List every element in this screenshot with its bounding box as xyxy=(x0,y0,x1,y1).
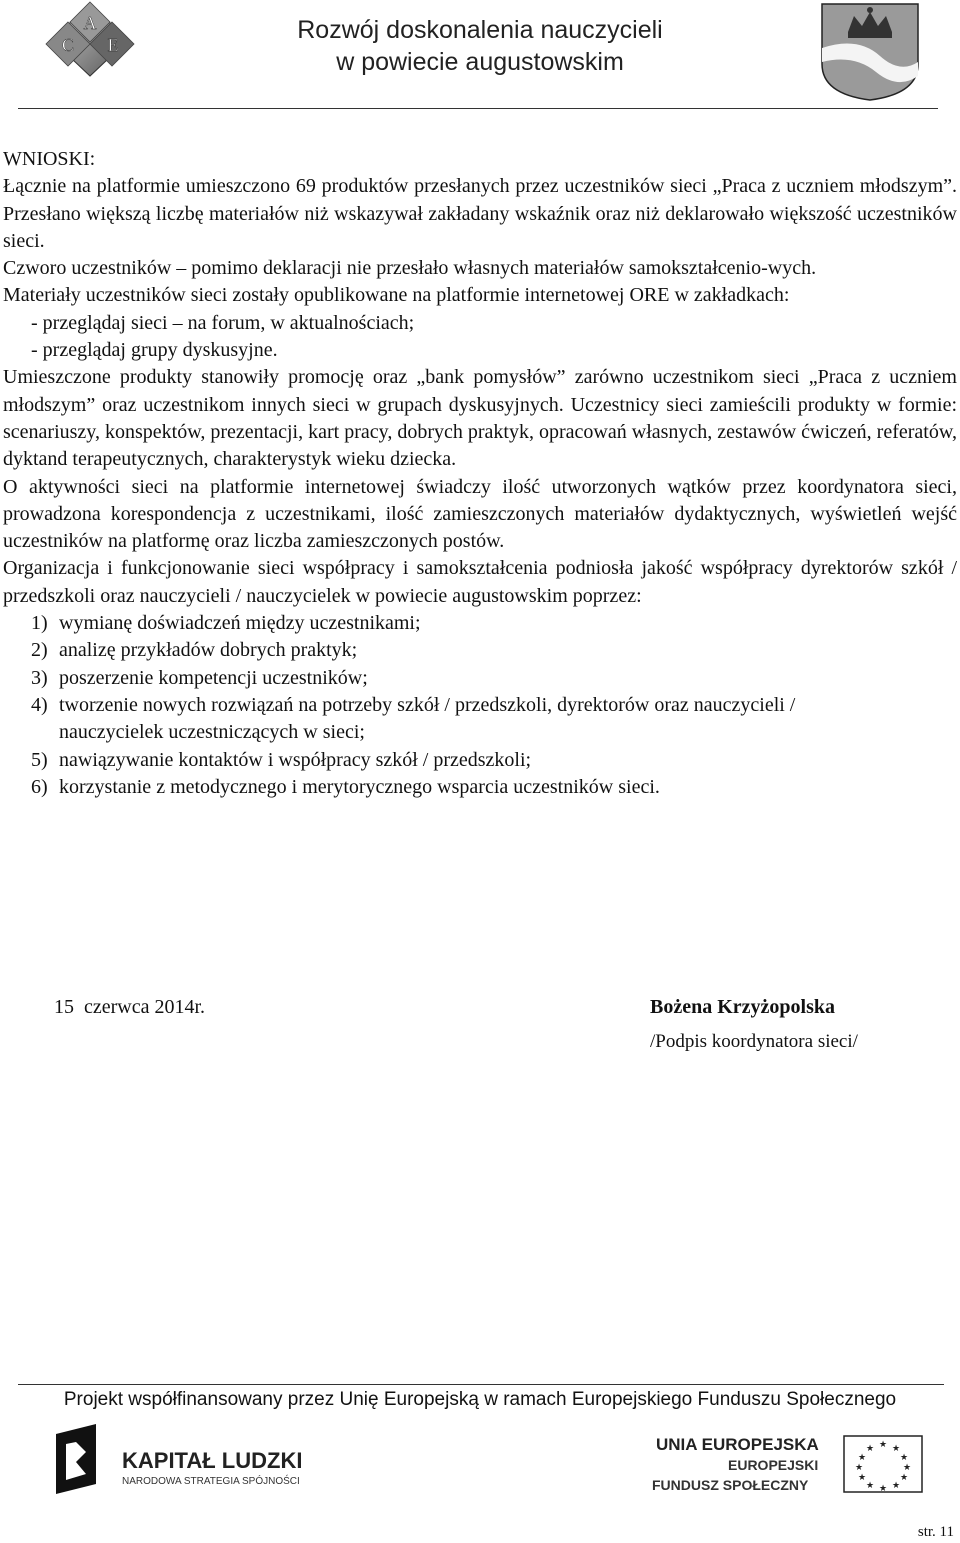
paragraph-promotion: Umieszczone produkty stanowiły promocję oraz „bank pomysłów” zarówno uczestnikom sieci „Praca z uczniem młodszym” oraz uczestnikom innych sieci w grupach dyskusyjnych. Uczestnicy sieci zamieścili produkty w formie: scenariuszy, konspektów, prezentacji, kart pracy, dobrych praktyk, opracowań własnych, zestawów ćwiczeń, referatów, dyktand terapeutycznych, charakterystyk wieku dziecka. xyxy=(3,366,957,471)
ue-logo-line3: FUNDUSZ SPOŁECZNY xyxy=(652,1477,809,1493)
signature-caption: /Podpis koordynatora sieci/ xyxy=(650,1031,858,1052)
signature-name: Bożena Krzyżopolska xyxy=(650,996,835,1018)
svg-text:★: ★ xyxy=(878,1484,888,1494)
ue-logo-line1: UNIA EUROPEJSKA xyxy=(656,1435,819,1454)
bullet-item: - przeglądaj grupy dyskusyjne. xyxy=(31,339,278,362)
kl-logo-subtitle: NARODOWA STRATEGIA SPÓJNOŚCI xyxy=(122,1476,300,1487)
list-number: 2) xyxy=(31,639,48,662)
list-text: tworzenie nowych rozwiązań na potrzeby szkół / przedszkoli, dyrektorów oraz nauczycieli / nauczycielek uczestniczących w sieci; xyxy=(59,693,796,744)
svg-text:★: ★ xyxy=(891,1444,901,1454)
list-text: analizę przykładów dobrych praktyk; xyxy=(59,639,358,662)
list-item xyxy=(3,692,957,747)
list-text: korzystanie z metodycznego i merytorycznego wsparcia uczestników sieci. xyxy=(59,775,660,798)
svg-text:★: ★ xyxy=(857,1473,867,1483)
ue-logo-line2: EUROPEJSKI xyxy=(728,1457,819,1473)
county-crest-icon xyxy=(818,2,922,102)
cae-logo xyxy=(28,0,152,78)
list-number: 4) xyxy=(31,693,48,716)
header-divider xyxy=(18,108,938,109)
logo-letter-c: C xyxy=(61,35,75,55)
svg-text:★: ★ xyxy=(878,1440,888,1450)
page-header-title xyxy=(230,14,730,78)
list-number: 5) xyxy=(31,748,48,771)
footer-divider xyxy=(18,1384,944,1385)
document-body xyxy=(3,146,957,801)
bullet-item: - przeglądaj sieci – na forum, w aktualnościach; xyxy=(31,311,415,334)
signature-date: 15 czerwca 2014r. xyxy=(54,996,206,1018)
list-text: wymianę doświadczeń między uczestnikami; xyxy=(59,612,421,635)
paragraph-participants: Czworo uczestników – pomimo deklaracji nie przesłało własnych materiałów samokształcenio-wych. xyxy=(3,257,817,280)
logo-letter-a: A xyxy=(83,13,97,33)
svg-text:★: ★ xyxy=(854,1463,864,1473)
kapital-ludzki-logo xyxy=(52,1422,312,1498)
paragraph-activity: O aktywności sieci na platformie internetowej świadczy ilość utworzonych wątków przez koordynatora sieci, prowadzona korespondencja z uczestnikami, ilość zamieszczonych materiałów dydaktycznych, wyświetleń wejść uczestników na platformę oraz liczba zamieszczonych postów. xyxy=(3,475,957,553)
logo-letter-e: E xyxy=(107,35,119,55)
list-item xyxy=(3,637,957,664)
list-number: 6) xyxy=(31,775,48,798)
conclusions-heading: WNIOSKI: xyxy=(3,148,96,170)
header-title-line1: Rozwój doskonalenia nauczycieli xyxy=(297,16,663,44)
svg-text:★: ★ xyxy=(899,1453,909,1463)
list-number: 1) xyxy=(31,612,48,635)
paragraph-publication: Materiały uczestników sieci zostały opublikowane na platformie internetowej ORE w zakładkach: xyxy=(3,284,790,307)
svg-text:★: ★ xyxy=(857,1453,867,1463)
svg-text:★: ★ xyxy=(865,1481,875,1491)
svg-text:★: ★ xyxy=(902,1463,912,1473)
svg-text:★: ★ xyxy=(899,1473,909,1483)
page-number: str. 11 xyxy=(917,1524,954,1540)
list-item xyxy=(3,665,957,692)
list-number: 3) xyxy=(31,666,48,689)
footer-funding-text: Projekt współfinansowany przez Unię Europejską w ramach Europejskiego Funduszu Społecznego xyxy=(63,1389,897,1410)
list-text: nawiązywanie kontaktów i współpracy szkół / przedszkoli; xyxy=(59,748,532,771)
paragraph-organization: Organizacja i funkcjonowanie sieci współpracy i samokształcenia podniosła jakość współpracy dyrektorów szkół / przedszkoli oraz nauczycieli / nauczycielek w powiecie augustowskim poprzez: xyxy=(3,557,957,607)
list-item xyxy=(3,747,957,774)
kl-logo-title: KAPITAŁ LUDZKI xyxy=(122,1448,303,1473)
outcomes-list xyxy=(3,610,957,801)
list-item xyxy=(3,610,957,637)
eu-logo xyxy=(648,1426,928,1506)
list-item xyxy=(3,774,957,801)
paragraph-products: Łącznie na platformie umieszczono 69 produktów przesłanych przez uczestników sieci „Praca z uczniem młodszym”. Przesłano większą liczbę materiałów niż wskazywał zakładany wskaźnik oraz niż deklarowało większość uczestników sieci. xyxy=(3,175,957,252)
svg-text:★: ★ xyxy=(865,1444,875,1454)
list-text: poszerzenie kompetencji uczestników; xyxy=(59,666,368,689)
header-title-line2: w powiecie augustowskim xyxy=(336,48,624,76)
svg-text:★: ★ xyxy=(891,1481,901,1491)
